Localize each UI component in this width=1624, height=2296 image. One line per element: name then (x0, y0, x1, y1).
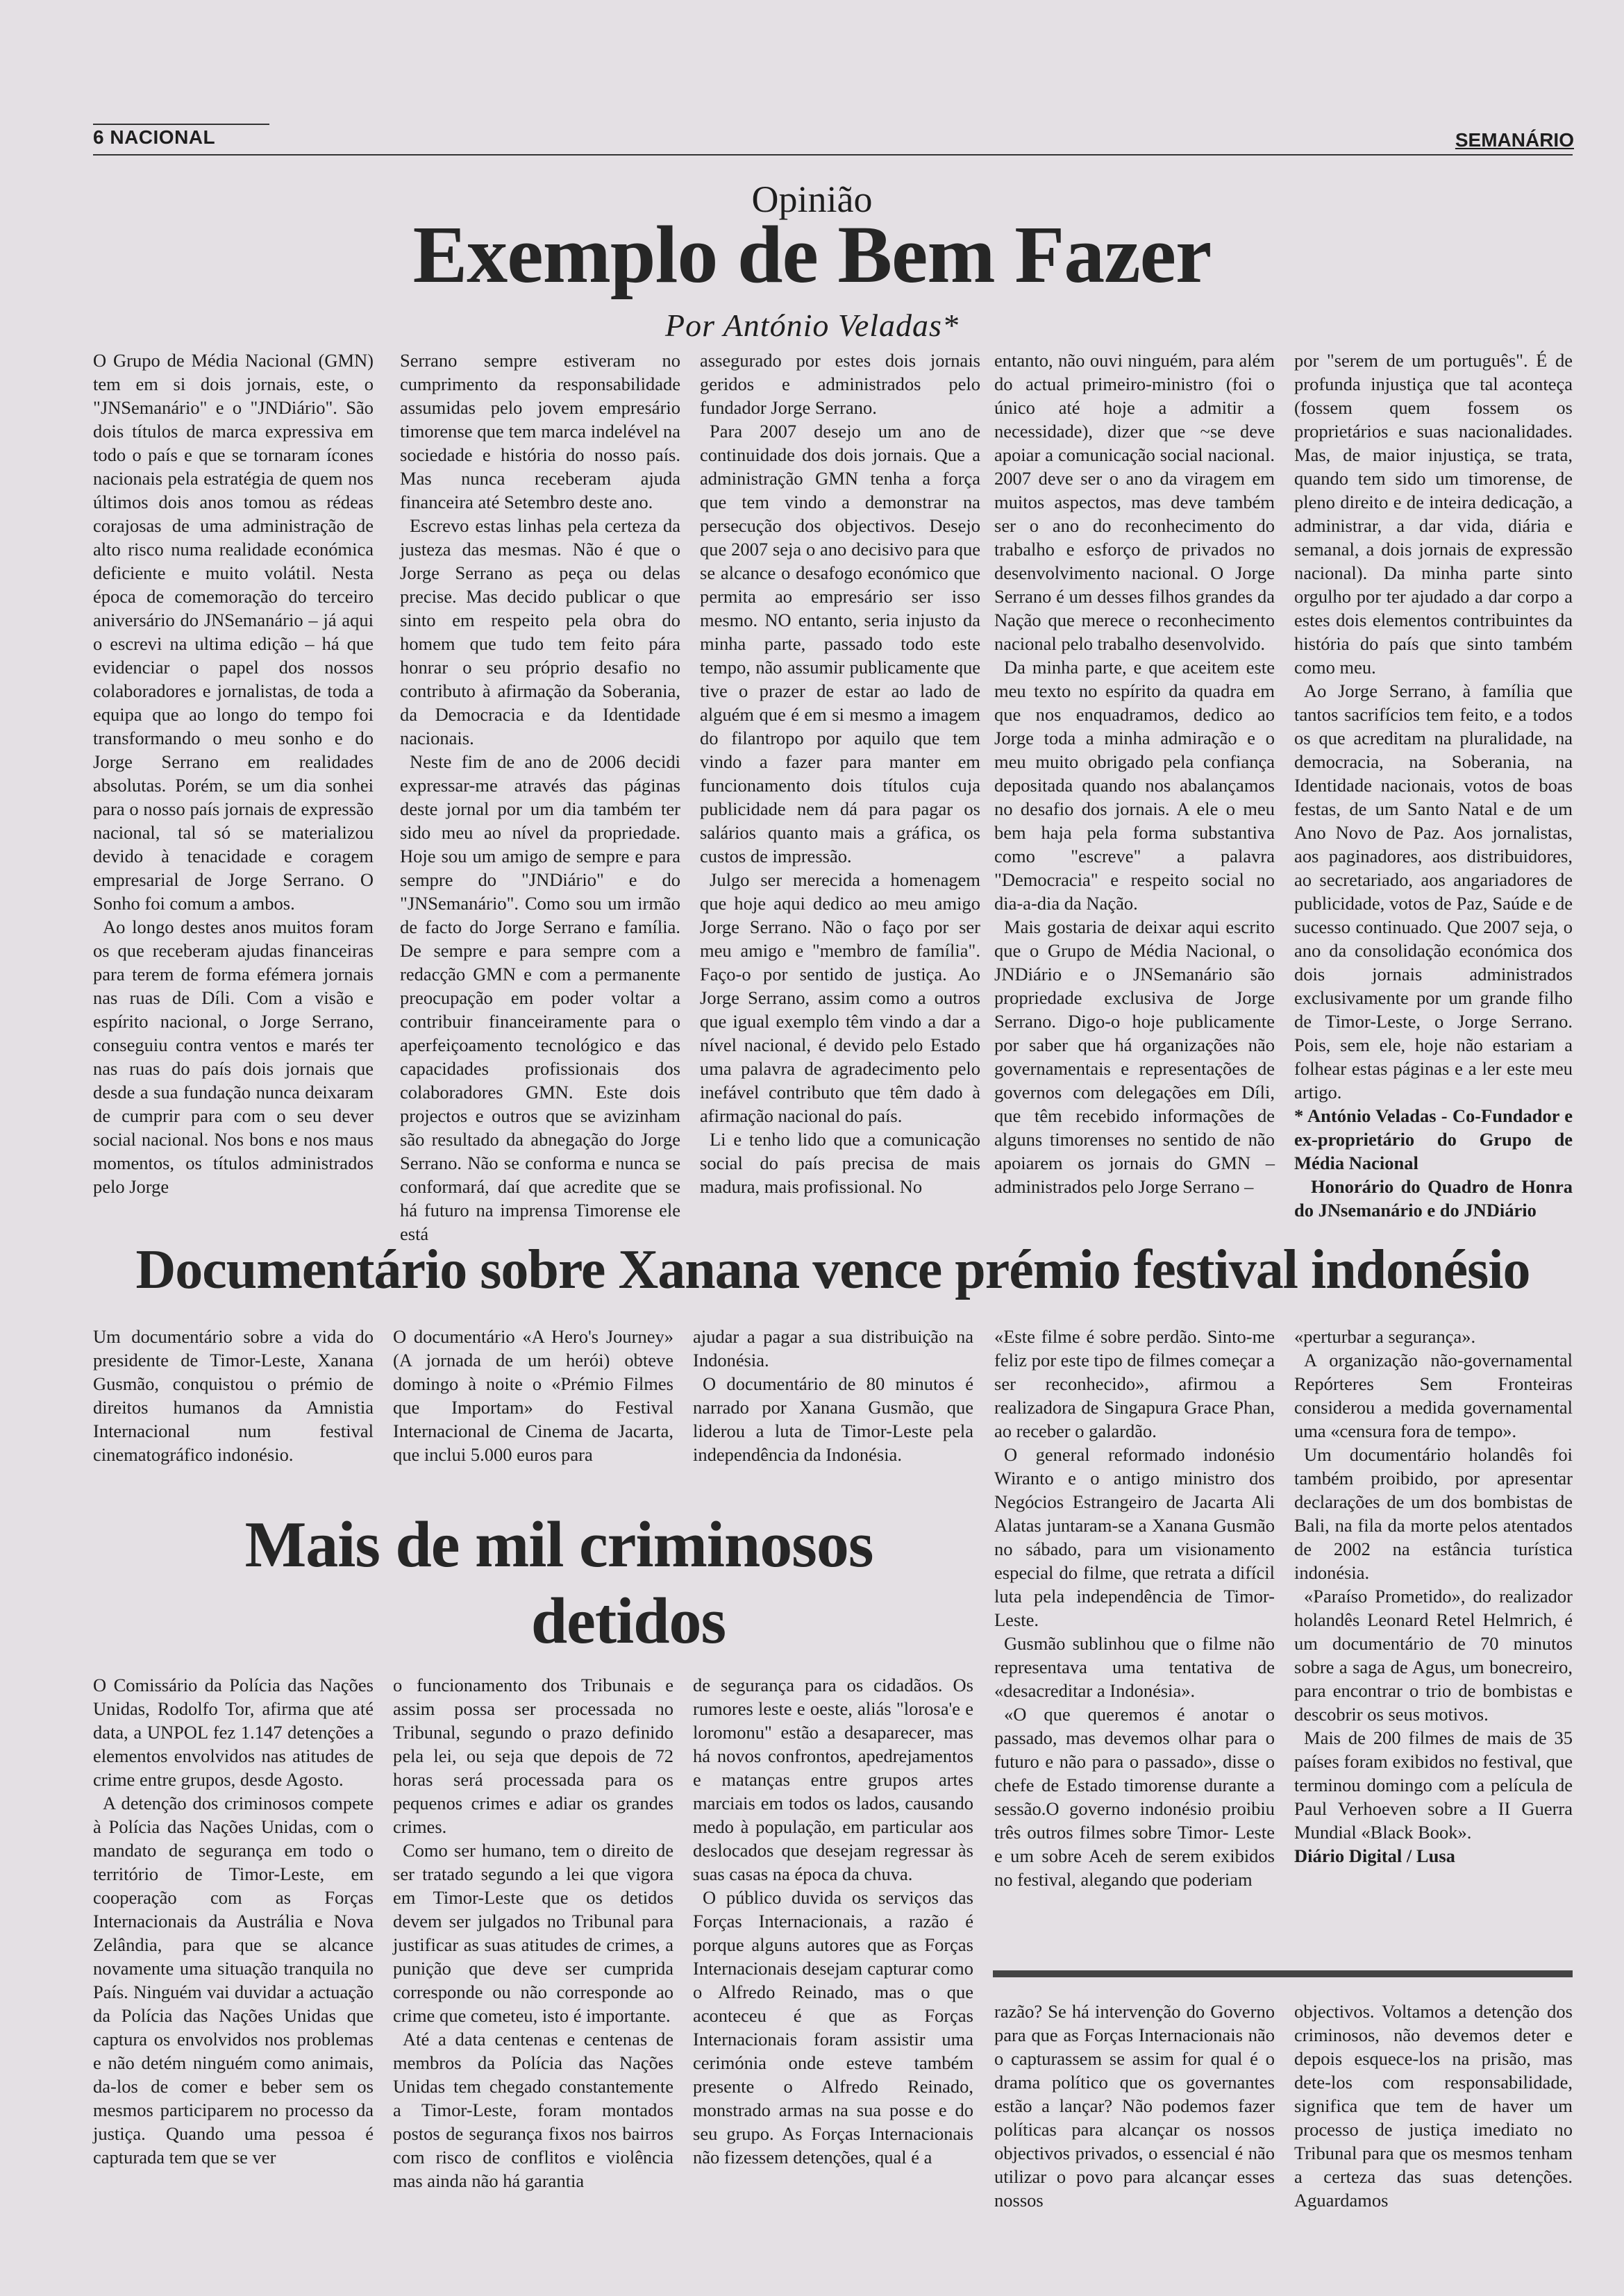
paragraph: «O que queremos é anotar o passado, mas devemos olhar para o futuro e não para o passado», disse o chefe de Estado timorense durante a sessão.O governo indonésio proibiu três outros filmes sobre Timor- Leste e um sobre Aceh de serem exibidos no festival, alegando que poderiam (994, 1704, 1275, 1890)
paragraph: Da minha parte, e que aceitem este meu texto no espírito da quadra em que nos enquadramos, dedico ao Jorge toda a minha admiração e o meu muito obrigado pela confiança depositada quando nos abalançamos no desafio dos jornais. A ele o meu bem haja pela forma substantiva como "escreve" a palavra "Democracia" e respeito social no dia-a-dia da Nação. (994, 657, 1275, 914)
paragraph: O Comissário da Polícia das Nações Unidas, Rodolfo Tor, afirma que até data, a UNPOL fez 1.147 detenções a elementos envolvidos nas atitudes de crime entre grupos, desde Agosto. (93, 1675, 374, 1790)
paragraph: «perturbar a segurança». (1294, 1326, 1476, 1347)
section-divider (993, 1970, 1573, 1977)
paragraph: Mais de 200 filmes de mais de 35 países foram exibidos no festival, que terminou domingo com a película de Paul Verhoeven sobre a II Guerra Mundial «Black Book». (1294, 1727, 1573, 1843)
paragraph: O documentário «A Hero's Journey» (A jornada de um herói) obteve domingo à noite o «Prémio Filmes que Importam» do Festival Internacional de Cinema de Jacarta, que inclui 5.000 euros para (393, 1326, 673, 1465)
paragraph: Um documentário sobre a vida do presidente de Timor-Leste, Xanana Gusmão, conquistou o prémio de direitos humanos da Amnistia Internacional num festival cinematográfico indonésio. (93, 1326, 374, 1465)
paragraph: Li e tenho lido que a comunicação social do país precisa de mais madura, mais profissional. No (700, 1129, 980, 1197)
paragraph: Escrevo estas linhas pela certeza da justeza das mesmas. Não é que o Jorge Serrano as peça ou delas precise. Mas decido publicar o que sinto em respeito pela obra do homem que tudo tem feito pára honrar o seu próprio desafio no contributo à afirmação da Soberania, da Democracia e da Identidade nacionais. (400, 515, 680, 748)
article2-column-3 (693, 1325, 973, 1466)
article1-byline: Por António Veladas* (665, 308, 959, 343)
article2-source: Diário Digital / Lusa (1294, 1845, 1455, 1866)
article1-column-3 (700, 349, 980, 1198)
paragraph: de segurança para os cidadãos. Os rumores leste e oeste, aliás "lorosa'e e loromonu" estão a desaparecer, mas há novos confrontos, apedrejamentos e matanças entre grupos artes marciais em todos os lados, causando medo à população, em particular aos deslocados que desejam regressar às suas casas na época da chuva. (693, 1675, 973, 1884)
article2-column-1 (93, 1325, 374, 1466)
article3-column-5 (1294, 2000, 1573, 2212)
article1-column-4 (994, 349, 1275, 1198)
paragraph: Gusmão sublinhou que o filme não representava uma tentativa de «desacreditar a Indonésia». (994, 1633, 1275, 1701)
article2-column-5 (1294, 1325, 1573, 1868)
article3-column-3 (693, 1673, 973, 2169)
paragraph: Para 2007 desejo um ano de continuidade dos dois jornais. Que a administração GMN tenha a força que tem vindo a demonstrar na persecução dos objectivos. Desejo que 2007 seja o ano decisivo para que se alcance o desafogo económico que permita ao empresário ser isso mesmo. NO entanto, seria injusto da minha parte, passado todo este tempo, não assumir publicamente que tive o prazer de estar ao lado de alguém que é em si mesmo a imagem do filantropo por aquilo que tem vindo a fazer para manter em funcionamento dois títulos cuja publicidade nem dá para pagar os salários quanto mais a gráfica, os custos de impressão. (700, 421, 980, 866)
paragraph: Até a data centenas e centenas de membros da Polícia das Nações Unidas tem chegado constantemente a Timor-Leste, foram montados postos de segurança fixos nos bairros com risco de conflitos e violência mas ainda não há garantia (393, 2029, 673, 2191)
author-honor: Honorário do Quadro de Honra do JNsemanário e do JNDiário (1294, 1176, 1573, 1221)
article3-column-4 (994, 2000, 1275, 2212)
article2-column-2 (393, 1325, 673, 1466)
article3-headline-line1: Mais de mil criminosos (244, 1509, 873, 1581)
paragraph: entanto, não ouvi ninguém, para além do actual primeiro-ministro (foi o único até hoje a admitir a necessidade), dizer que ~se deve apoiar a comunicação social nacional. 2007 deve ser o ano da viragem em muitos aspectos, mas deve também ser o ano do reconhecimento do trabalho e esforço de privados no desenvolvimento nacional. O Jorge Serrano é um desses filhos grandes da Nação que merece o reconhecimento nacional pelo trabalho desenvolvido. (994, 350, 1275, 654)
newspaper-name: SEMANÁRIO (1455, 129, 1574, 151)
paragraph: Como ser humano, tem o direito de ser tratado segundo a lei que vigora em Timor-Leste que os detidos devem ser julgados no Tribunal para justificar as suas atitudes de crimes, a punição que deve ser cumprida corresponde ou não corresponde ao crime que cometeu, isto é importante. (393, 1840, 673, 2026)
article3-column-2 (393, 1673, 673, 2193)
header-rule-short (93, 124, 269, 125)
paragraph: O general reformado indonésio Wiranto e o antigo ministro dos Negócios Estrangeiro de Jacarta Ali Alatas juntaram-se a Xanana Gusmão no sábado, para um visionamento especial do filme, que retrata a difícil luta pela independência de Timor-Leste. (994, 1444, 1275, 1630)
paragraph: O Grupo de Média Nacional (GMN) tem em si dois jornais, este, o "JNSemanário" e o "JNDiário". São dois títulos de marca expressiva em todo o país e que se tornaram ícones nacionais pela estratégia de quem nos últimos dois anos tomou as rédeas corajosas de uma administração de alto risco numa realidade económica deficiente e muito volátil. Nesta época de comemoração do terceiro aniversário do JNSemanário – já aqui o escrevi na ultima edição – há que evidenciar o papel dos nossos colaboradores e jornalistas, de toda a equipa que ao longo do tempo foi transformando o meu sonho e do Jorge Serrano em realidades absolutas. Porém, se um dia sonhei para o nosso país jornais de expressão nacional, tal só se materializou devido à tenacidade e coragem empresarial de Jorge Serrano. O Sonho foi comum a ambos. (93, 350, 374, 914)
article3-column-1 (93, 1673, 374, 2169)
paragraph: Ao longo destes anos muitos foram os que receberam ajudas financeiras para terem de forma efémera jornais nas ruas de Díli. Com a visão e espírito nacional, o Jorge Serrano, conseguiu contra ventos e marés ter nas ruas do país dois jornais que desde a sua fundação nunca deixaram de cumprir para com o seu dever social nacional. Nos bons e nos maus momentos, os títulos administrados pelo Jorge (93, 916, 374, 1197)
article3-headline-line2: detidos (530, 1585, 726, 1657)
article1-column-1 (93, 349, 374, 1198)
section-label: 6 NACIONAL (93, 126, 216, 148)
article2-headline: Documentário sobre Xanana vence prémio festival indonésio (135, 1239, 1530, 1300)
paragraph: A organização não-governamental Repórteres Sem Fronteiras considerou a medida governamental uma «censura fora de tempo». (1294, 1350, 1573, 1441)
paragraph: Neste fim de ano de 2006 decidi expressar-me através das páginas deste jornal por um dia também ter sido meu ao nível da propriedade. Hoje sou um amigo de sempre e para sempre do "JNDiário" e do "JNSemanário". Como sou um irmão de facto do Jorge Serrano e família. De sempre e para sempre com a redacção GMN e com a permanente preocupação em poder voltar a contribuir financeiramente para o aperfeiçoamento tecnológico e das capacidades profissionais dos colaboradores GMN. Este dois projectos e outros que se avizinham são resultado da abnegação do Jorge Serrano. Não se conforma e nunca se conformará, daí que acredite que se há futuro na imprensa Timorense ele está (400, 751, 680, 1244)
header-rule (93, 154, 1573, 156)
paragraph: O documentário de 80 minutos é narrado por Xanana Gusmão, que liderou a luta de Timor-Leste pela independência da Indonésia. (693, 1373, 973, 1465)
article1-headline: Exemplo de Bem Fazer (412, 209, 1212, 300)
paragraph: assegurado por estes dois jornais geridos e administrados pelo fundador Jorge Serrano. (700, 350, 980, 418)
paragraph: A detenção dos criminosos compete à Polícia das Nações Unidas, com o mandato de segurança em todo o território de Timor-Leste, em cooperação com as Forças Internacionais da Austrália e Nova Zelândia, para que se alcance novamente uma situação tranquila no País. Ninguém vai duvidar a actuação da Polícia das Nações Unidas que captura os envolvidos nos problemas e não detém ninguém como animais, da-los de comer e beber sem os mesmos participarem no processo da justiça. Quando uma pessoa é capturada tem que se ver (93, 1793, 374, 2168)
author-note: * António Veladas - Co-Fundador e ex-proprietário do Grupo de Média Nacional (1294, 1105, 1573, 1173)
article1-column-5 (1294, 349, 1573, 1222)
article3-headline (160, 1507, 958, 1659)
paragraph: Ao Jorge Serrano, à família que tantos sacrifícios tem feito, e a todos os que acreditam na pluralidade, na democracia, na Soberania, na Identidade nacionais, votos de boas festas, de um Santo Natal e de um Ano Novo de Paz. Aos jornalistas, aos paginadores, aos distribuidores, ao secretariado, aos angariadores de publicidade, votos de Paz, Saúde e de sucesso continuado. Que 2007 seja, o ano da consolidação económica dos dois jornais administrados exclusivamente por um grande filho de Timor-Leste, o Jorge Serrano. Pois, sem ele, hoje não estariam a folhear estas páginas e a ler este meu artigo. (1294, 680, 1573, 1103)
paragraph: ajudar a pagar a sua distribuição na Indonésia. (693, 1326, 973, 1371)
paragraph: por "serem de um português". É de profunda injustiça que tal aconteça (fossem quem fossem os proprietários e suas nacionalidades. Mas, de maior injustiça, se trata, quando tem sido um timorense, de pleno direito e de inteira dedicação, a administrar, a dar vida, diária e semanal, a dois jornais de expressão nacional). Da minha parte sinto orgulho por ter ajudado a dar corpo a estes dois elementos contribuintes da história do país que sinto também como meu. (1294, 350, 1573, 678)
article1-kicker: Opinião (751, 178, 873, 220)
paragraph: o funcionamento dos Tribunais e assim possa ser processada no Tribunal, segundo o prazo definido pela lei, ou seja que depois de 72 horas será processada para os pequenos crimes e adiar os grandes crimes. (393, 1675, 673, 1837)
paragraph: «Paraíso Prometido», do realizador holandês Leonard Retel Helmrich, é um documentário de 70 minutos sobre a saga de Agus, um bonecreiro, para encontrar o trio de bombistas e descobrir os seus motivos. (1294, 1586, 1573, 1725)
article2-column-4 (994, 1325, 1275, 1891)
paragraph: «Este filme é sobre perdão. Sinto-me feliz por este tipo de filmes começar a ser reconhecido», afirmou a realizadora de Singapura Grace Phan, ao receber o galardão. (994, 1326, 1275, 1441)
article1-column-2 (400, 349, 680, 1246)
paragraph: Mais gostaria de deixar aqui escrito que o Grupo de Média Nacional, o JNDiário e o JNSemanário são propriedade exclusiva de Jorge Serrano. Digo-o hoje publicamente por saber que há organizações não governamentais e representações de governos com delegações em Díli, que têm recebido informações de alguns timorenses no sentido de não apoiarem os jornais do GMN – administrados pelo Jorge Serrano – (994, 916, 1275, 1197)
paragraph: Um documentário holandês foi também proibido, por apresentar declarações de um dos bombistas de Bali, na fila da morte pelos atentados de 2002 na estância turística indonésia. (1294, 1444, 1573, 1583)
paragraph: Julgo ser merecida a homenagem que hoje aqui dedico ao meu amigo Jorge Serrano. Não o faço por ser meu amigo e "membro de família". Faço-o por sentido de justiça. Ao Jorge Serrano, assim como a outros que igual exemplo têm vindo a dar a nível nacional, é devido pelo Estado uma palavra de agradecimento pelo inefável contributo que têm dado à afirmação nacional do país. (700, 869, 980, 1126)
paragraph: razão? Se há intervenção do Governo para que as Forças Internacionais não o capturassem se assim for qual é o drama político que os governantes estão a lançar? Não podemos fazer políticas para alcançar os nossos objectivos privados, o essencial é não utilizar o povo para alcançar esses nossos (994, 2001, 1275, 2211)
paragraph: Serrano sempre estiveram no cumprimento da responsabilidade assumidas pelo jovem empresário timorense que tem marca indelével na sociedade e história do nosso país. Mas nunca receberam ajuda financeira até Setembro deste ano. (400, 350, 680, 512)
paragraph: O público duvida os serviços das Forças Internacionais, a razão é porque alguns autores que as Forças Internacionais desejam capturar como o Alfredo Reinado, mas o que aconteceu é que as Forças Internacionais foram assistir uma cerimónia onde esteve também presente o Alfredo Reinado, monstrado armas na sua posse e do seu grupo. As Forças Internacionais não fizessem detenções, qual é a (693, 1887, 973, 2168)
paragraph: objectivos. Voltamos a detenção dos criminosos, não devemos deter e depois esquece-los na prisão, mas dete-los com responsabilidade, significa que tem de haver um processo de justiça imediato no Tribunal para que os mesmos tenham a certeza das suas detenções. Aguardamos (1294, 2001, 1573, 2211)
